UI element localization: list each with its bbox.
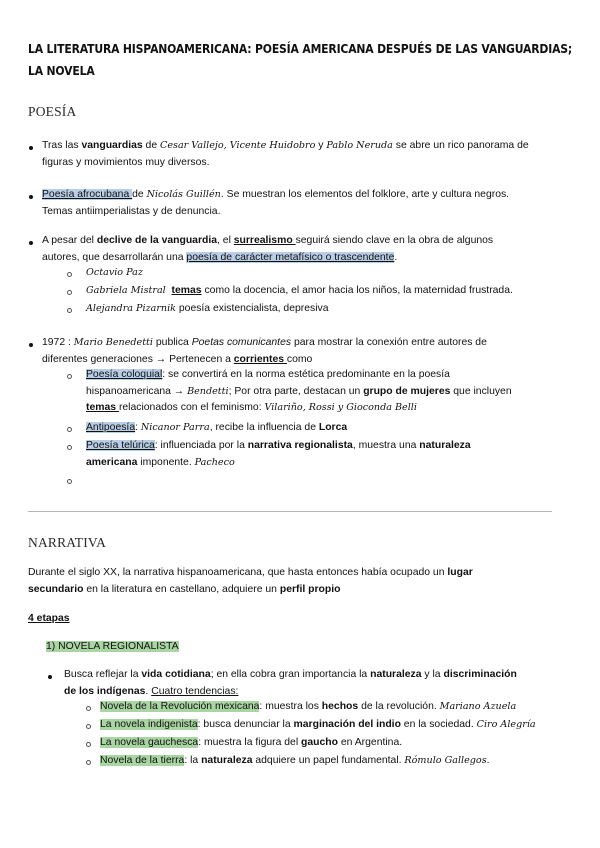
sub-bullet-circle [86, 706, 91, 711]
section-heading-poesia: POESÍA [28, 104, 77, 119]
title-line-1: LA LITERATURA HISPANOAMERICANA: POESÍA AMERICANA DESPUÉS DE LAS VANGUARDIAS; [28, 41, 573, 56]
narrativa-bullet-1: Busca reflejar la vida cotidiana; en ella cobra gran importancia la naturaleza y la discriminación de los indígenas. Cuatro tendencias: [64, 669, 517, 697]
sub-bullet-circle [67, 290, 72, 295]
poesia-sub-octavio: Octavio Paz [86, 267, 143, 278]
bullet-dot [29, 195, 33, 199]
narrativa-sub-gauchesca: La novela gauchesca: muestra la figura del gaucho en Argentina. [100, 737, 403, 748]
poesia-bullet-2: Poesía afrocubana de Nicolás Guillén. Se muestran los elementos del folklore, arte y cultura negros. Temas antiimperialistas y de denuncia. [42, 189, 510, 217]
bullet-dot [29, 241, 33, 245]
sub-bullet-circle [86, 724, 91, 729]
narrativa-etapas: 4 etapas [28, 613, 70, 624]
sub-bullet-circle [67, 308, 72, 313]
sub-bullet-circle [86, 760, 91, 765]
bullet-dot [48, 675, 52, 679]
poesia-sub-telurica: Poesía telúrica: influenciada por la narrativa regionalista, muestra una naturaleza americana imponente. Pacheco [86, 440, 471, 468]
narrativa-sub-indigenista: La novela indigenista: busca denunciar la marginación del indio en la sociedad. Ciro Alegría [100, 719, 536, 730]
poesia-sub-pizarnik: Alejandra Pizarnik poesía existencialista, depresiva [86, 303, 329, 314]
title-line-2: LA NOVELA [28, 63, 95, 78]
sub-bullet-circle [67, 272, 72, 277]
document-title [28, 38, 578, 82]
sub-bullet-circle [67, 427, 72, 432]
poesia-bullet-3: A pesar del declive de la vanguardia, el surrealismo seguirá siendo clave en la obra de algunos autores, que desarrollarán una poesía de carácter metafísico o trascendente. [42, 235, 494, 263]
narrativa-sub-revolucion: Novela de la Revolución mexicana: muestra los hechos de la revolución. Mariano Azuela [100, 701, 517, 712]
poesia-bullet-4: 1972 : Mario Benedetti publica Poetas comunicantes para mostrar la conexión entre autores de diferentes generaciones → Pertenecen a corrientes como [42, 337, 487, 365]
section-heading-narrativa: NARRATIVA [28, 535, 107, 550]
poesia-sub-antipoesia: Antipoesía: Nicanor Parra, recibe la influencia de Lorca [86, 422, 348, 433]
section-divider [28, 511, 552, 512]
narrativa-sub-tierra: Novela de la tierra: la naturaleza adquiere un papel fundamental. Rómulo Gallegos. [100, 755, 490, 766]
bullet-dot [29, 343, 33, 347]
etapa-1-heading: 1) NOVELA REGIONALISTA [46, 641, 179, 652]
sub-bullet-circle [86, 742, 91, 747]
narrativa-intro: Durante el siglo XX, la narrativa hispanoamericana, que hasta entonces había ocupado un lugar secundario en la literatura en castellano, adquiere un perfil propio [28, 567, 473, 595]
bullet-dot [29, 146, 33, 150]
sub-bullet-circle-empty [67, 479, 72, 484]
sub-bullet-circle [67, 374, 72, 379]
poesia-sub-coloquial: Poesía coloquial: se convertirá en la norma estética predominante en la poesía hispanoamericana → Bendetti; Por otra parte, destacan un grupo de mujeres que incluyen temas relacionados con el feminismo: Vilariño, Rossi y Gioconda Belli [86, 369, 512, 413]
sub-bullet-circle [67, 445, 72, 450]
poesia-bullet-1: Tras las vanguardias de Cesar Vallejo, Vicente Huidobro y Pablo Neruda se abre un rico panorama de figuras y movimientos muy diversos. [42, 140, 529, 168]
poesia-sub-mistral: Gabriela Mistral temas como la docencia, el amor hacia los niños, la maternidad frustrada. [86, 285, 513, 296]
